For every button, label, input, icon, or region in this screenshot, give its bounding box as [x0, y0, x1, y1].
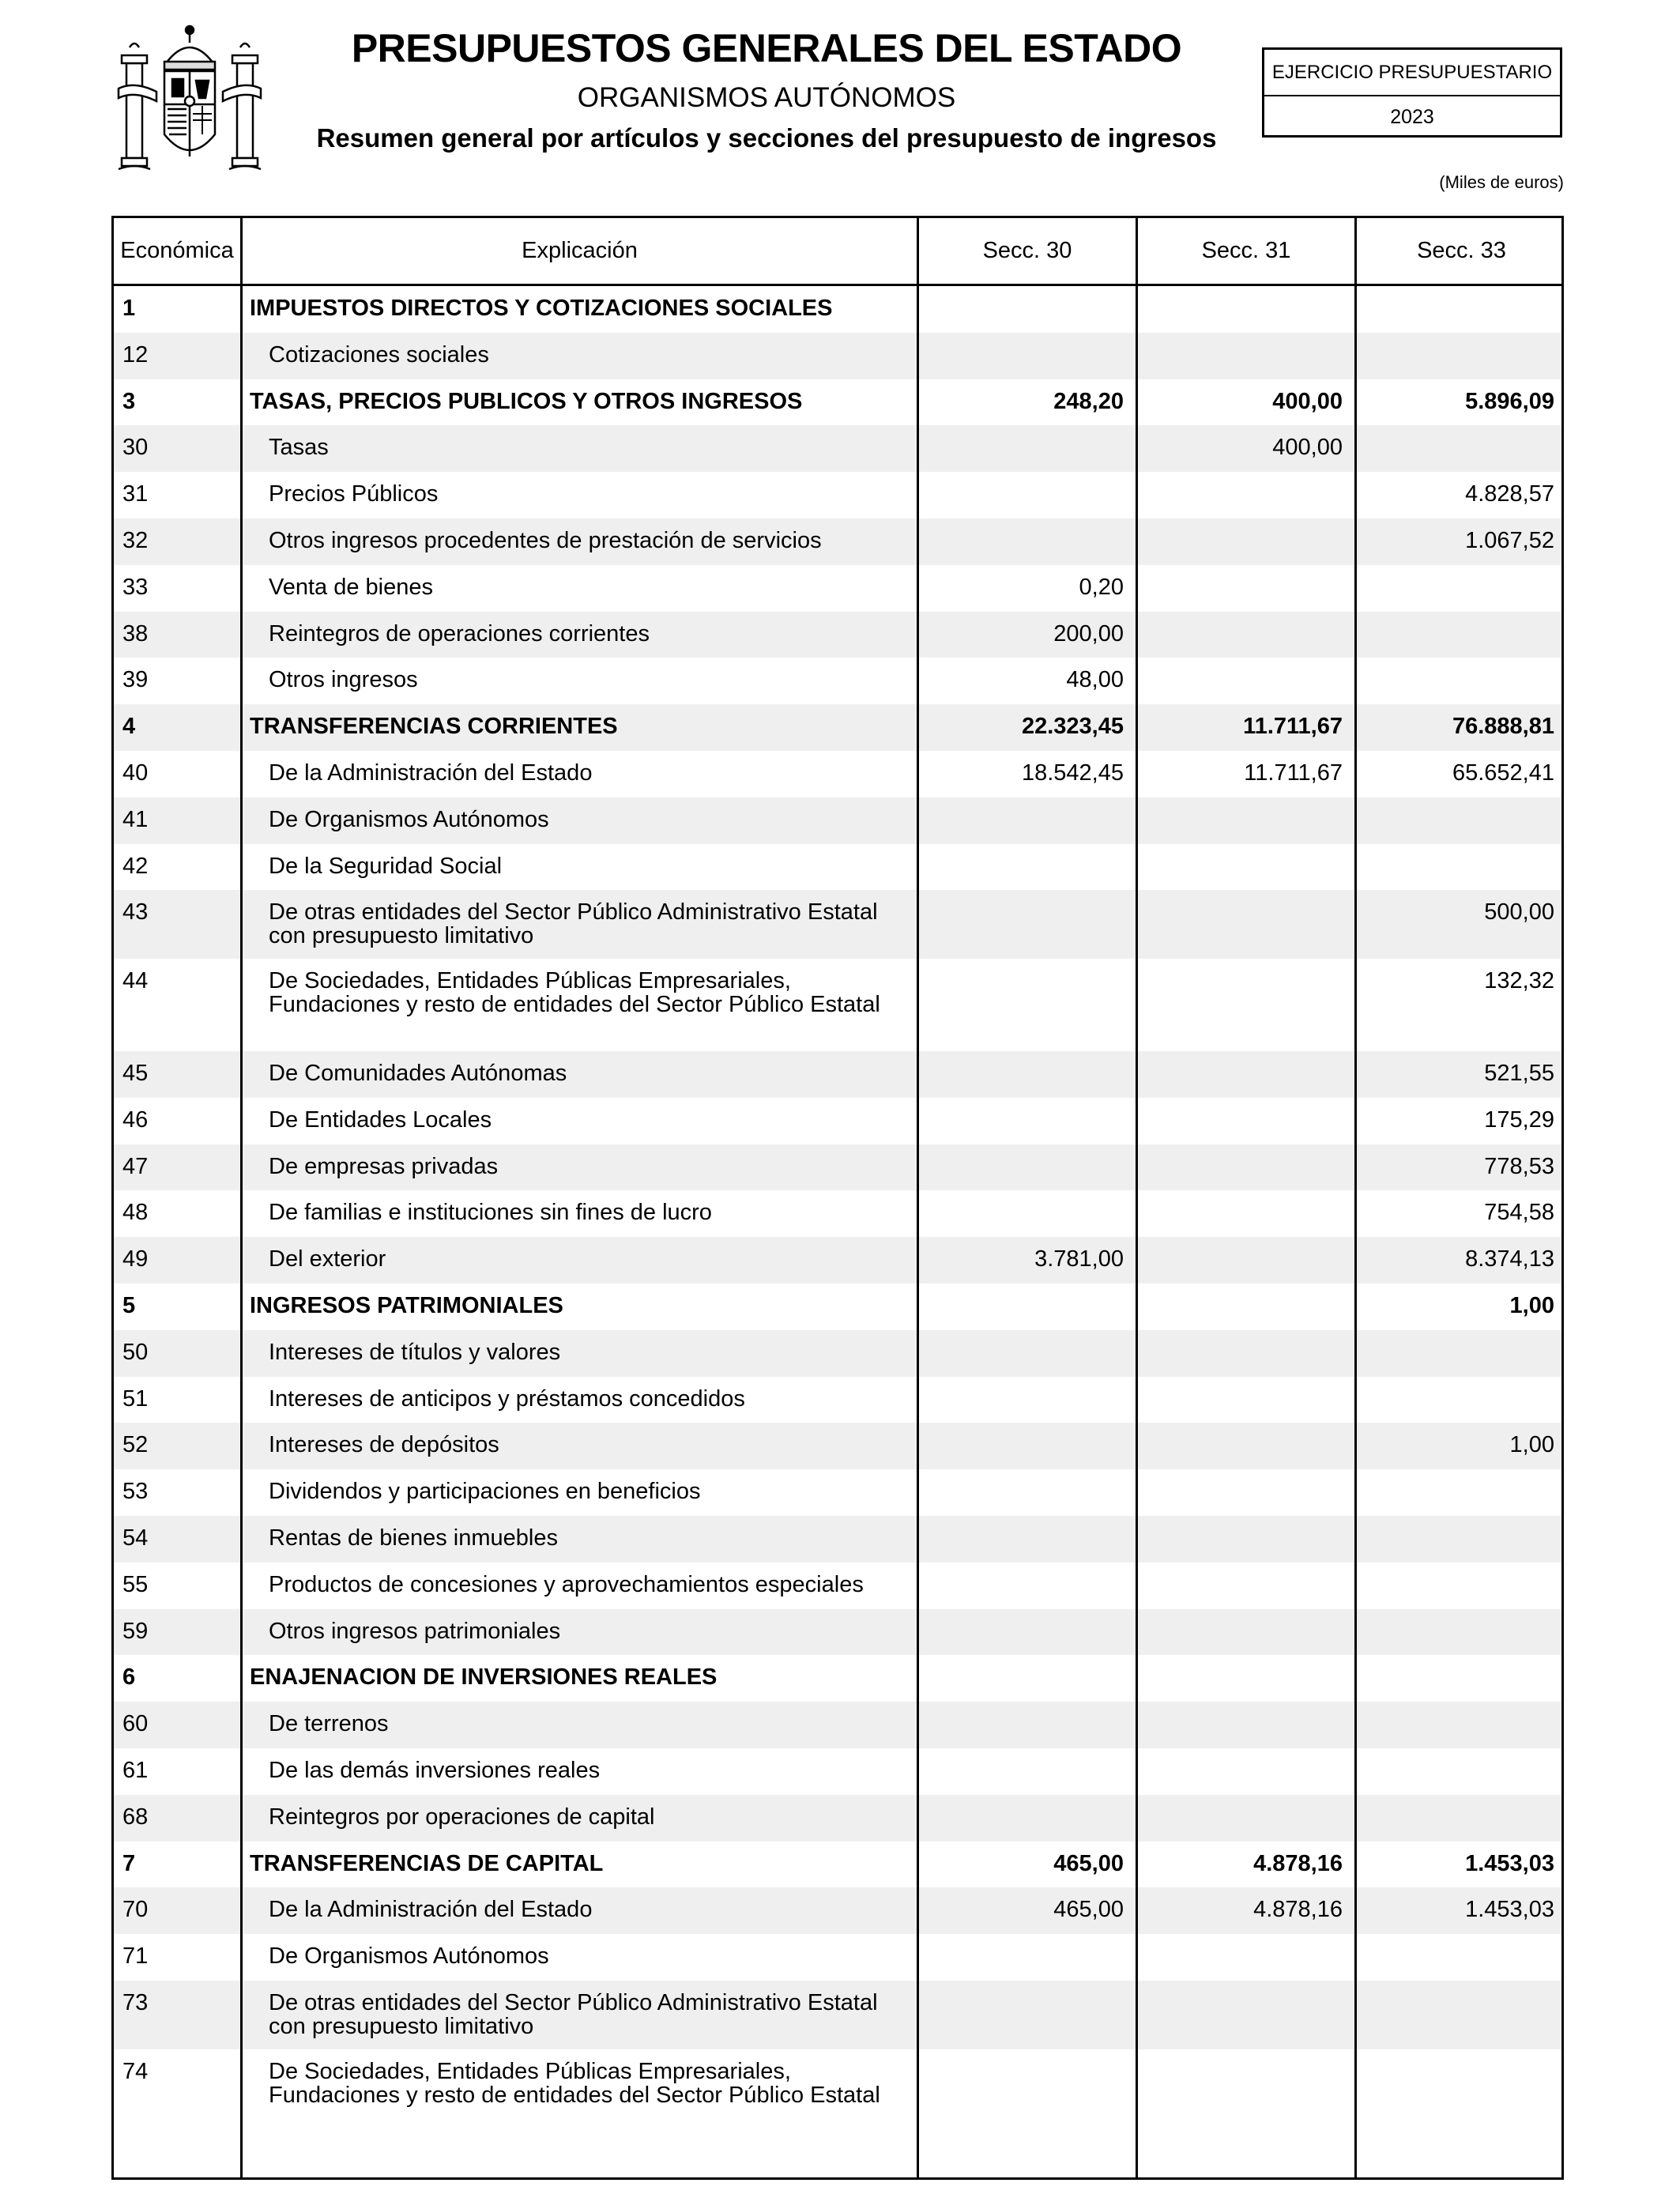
row-value-secc-30: 465,00 — [1053, 1897, 1124, 1923]
row-description: De Sociedades, Entidades Públicas Empresariales, Fundaciones y resto de entidades del Sector Público Estatal — [269, 2058, 880, 2108]
row-description: De las demás inversiones reales — [269, 1758, 601, 1783]
row-value-secc-33 — [1357, 1795, 1554, 1805]
table-row — [114, 425, 1561, 472]
row-description: TASAS, PRECIOS PUBLICOS Y OTROS INGRESOS — [250, 388, 803, 414]
row-value-secc-30 — [919, 1934, 1124, 1944]
row-value-secc-33 — [1357, 425, 1554, 435]
row-value-secc-31: 11.711,67 — [1243, 714, 1343, 740]
row-value-secc-33: 1,00 — [1509, 1432, 1554, 1458]
exercise-box — [1262, 47, 1562, 138]
row-value-secc-30 — [919, 1981, 1124, 1991]
row-code: 71 — [122, 1943, 149, 1970]
row-value-secc-31 — [1138, 1981, 1343, 1991]
table-row — [114, 472, 1561, 518]
row-code: 32 — [122, 528, 149, 553]
row-code: 42 — [122, 853, 149, 879]
row-description: De Sociedades, Entidades Públicas Empresariales, Fundaciones y resto de entidades del Sector Público Estatal — [269, 968, 880, 1018]
row-code: 7 — [122, 1850, 136, 1876]
row-value-secc-33: 76.888,81 — [1452, 714, 1554, 740]
row-value-secc-31 — [1138, 1795, 1343, 1805]
table-row — [114, 1842, 1561, 1888]
budget-table — [111, 216, 1564, 2180]
row-value-secc-30 — [919, 2049, 1124, 2060]
row-value-secc-31 — [1138, 565, 1343, 575]
row-code: 55 — [122, 1571, 149, 1597]
row-code: 53 — [122, 1479, 149, 1505]
row-value-secc-33: 754,58 — [1484, 1200, 1554, 1226]
row-description: TRANSFERENCIAS CORRIENTES — [250, 714, 618, 740]
row-value-secc-31 — [1138, 286, 1343, 296]
table-row — [114, 1609, 1561, 1656]
row-value-secc-33 — [1357, 1330, 1554, 1340]
row-value-secc-31 — [1138, 1144, 1343, 1155]
row-value-secc-30 — [919, 797, 1124, 808]
row-value-secc-31 — [1138, 844, 1343, 854]
row-code: 50 — [122, 1339, 149, 1365]
column-divider — [1136, 218, 1138, 2177]
row-code: 52 — [122, 1432, 149, 1458]
row-value-secc-30: 200,00 — [1053, 620, 1124, 647]
row-description: De Organismos Autónomos — [269, 806, 549, 832]
row-value-secc-30: 18.542,45 — [1021, 760, 1124, 786]
row-description: De la Administración del Estado — [269, 1897, 593, 1923]
row-value-secc-30 — [919, 1144, 1124, 1155]
row-value-secc-31 — [1138, 658, 1343, 668]
row-value-secc-33 — [1357, 1469, 1554, 1480]
row-value-secc-33 — [1357, 797, 1554, 808]
row-description: IMPUESTOS DIRECTOS Y COTIZACIONES SOCIALES — [250, 296, 833, 321]
row-code: 38 — [122, 620, 149, 647]
table-row — [114, 797, 1561, 844]
row-value-secc-30 — [919, 472, 1124, 482]
row-value-secc-30 — [919, 333, 1124, 343]
row-value-secc-31 — [1138, 1330, 1343, 1340]
table-row — [114, 1748, 1561, 1795]
row-value-secc-30: 48,00 — [1066, 667, 1124, 693]
row-description: Otros ingresos procedentes de prestación de servicios — [269, 528, 822, 553]
table-row — [114, 1190, 1561, 1237]
row-code: 54 — [122, 1525, 149, 1551]
row-code: 43 — [122, 899, 149, 925]
row-value-secc-30 — [919, 286, 1124, 296]
row-code: 61 — [122, 1758, 149, 1783]
row-value-secc-30 — [919, 1098, 1124, 1108]
row-value-secc-33 — [1357, 1702, 1554, 1712]
table-row — [114, 1702, 1561, 1748]
row-description: De empresas privadas — [269, 1153, 499, 1179]
table-row — [114, 1563, 1561, 1609]
row-value-secc-30 — [919, 1377, 1124, 1387]
page-subtitle: ORGANISMOS AUTÓNOMOS — [577, 82, 956, 113]
row-value-secc-30 — [919, 518, 1124, 529]
table-row — [114, 1516, 1561, 1563]
exercise-year: 2023 — [1390, 106, 1434, 128]
row-value-secc-31 — [1138, 333, 1343, 343]
table-row — [114, 751, 1561, 797]
table-header-row — [114, 218, 1561, 286]
row-code: 73 — [122, 1990, 149, 2015]
row-description: De otras entidades del Sector Público Administrativo Estatal con presupuesto limitativo — [269, 1990, 878, 2039]
row-description: De Organismos Autónomos — [269, 1943, 549, 1970]
row-value-secc-33 — [1357, 1377, 1554, 1387]
row-code: 3 — [122, 388, 136, 414]
row-value-secc-31 — [1138, 959, 1343, 969]
row-code: 4 — [122, 714, 136, 740]
row-value-secc-31 — [1138, 1516, 1343, 1526]
row-description: Precios Públicos — [269, 481, 439, 507]
row-description: De terrenos — [269, 1711, 389, 1737]
row-value-secc-30 — [919, 890, 1124, 900]
row-code: 12 — [122, 341, 149, 368]
row-value-secc-31 — [1138, 1934, 1343, 1944]
row-description: De la Seguridad Social — [269, 853, 503, 879]
row-value-secc-31: 400,00 — [1272, 435, 1343, 461]
row-value-secc-30: 22.323,45 — [1021, 714, 1124, 740]
row-value-secc-33 — [1357, 844, 1554, 854]
row-code: 6 — [122, 1664, 136, 1691]
header-secc-30: Secc. 30 — [982, 238, 1072, 263]
row-value-secc-31: 11.711,67 — [1244, 760, 1343, 786]
row-value-secc-33: 521,55 — [1484, 1061, 1554, 1086]
row-value-secc-31: 400,00 — [1272, 388, 1343, 414]
row-description: Intereses de anticipos y préstamos concedidos — [269, 1385, 745, 1412]
row-value-secc-33: 132,32 — [1484, 968, 1554, 994]
row-description: Otros ingresos — [269, 667, 418, 693]
row-value-secc-33: 4.828,57 — [1465, 481, 1554, 507]
row-value-secc-33: 1.453,03 — [1465, 1850, 1554, 1876]
row-code: 59 — [122, 1618, 149, 1644]
row-code: 49 — [122, 1246, 149, 1272]
row-value-secc-30 — [919, 959, 1124, 969]
row-value-secc-31 — [1138, 1284, 1343, 1294]
table-row — [114, 1795, 1561, 1842]
header-secc-33: Secc. 33 — [1417, 238, 1506, 263]
column-divider — [1354, 218, 1357, 2177]
row-value-secc-33 — [1357, 612, 1554, 622]
row-value-secc-31 — [1138, 612, 1343, 622]
table-row — [114, 1330, 1561, 1377]
row-value-secc-30 — [919, 1702, 1124, 1712]
table-row — [114, 1887, 1561, 1934]
row-value-secc-30 — [919, 1469, 1124, 1480]
table-row — [114, 612, 1561, 658]
row-value-secc-31 — [1138, 1563, 1343, 1573]
row-value-secc-33 — [1357, 333, 1554, 343]
row-description: TRANSFERENCIAS DE CAPITAL — [250, 1850, 604, 1876]
table-row — [114, 1981, 1561, 2049]
row-value-secc-33 — [1357, 2049, 1554, 2060]
row-description: Venta de bienes — [269, 574, 434, 600]
row-code: 48 — [122, 1200, 149, 1226]
table-row — [114, 1934, 1561, 1981]
row-description: Rentas de bienes inmuebles — [269, 1525, 558, 1551]
row-value-secc-33: 1.453,03 — [1465, 1897, 1554, 1923]
row-code: 45 — [122, 1061, 149, 1086]
row-code: 1 — [122, 296, 136, 321]
row-value-secc-30: 248,20 — [1053, 388, 1124, 414]
column-divider — [917, 218, 919, 2177]
row-value-secc-33 — [1357, 1563, 1554, 1573]
table-row — [114, 1144, 1561, 1191]
row-value-secc-33: 500,00 — [1484, 899, 1554, 925]
row-code: 31 — [122, 481, 149, 507]
header-secc-31: Secc. 31 — [1201, 238, 1291, 263]
row-value-secc-31 — [1138, 1190, 1343, 1201]
table-row — [114, 1284, 1561, 1330]
row-description: Otros ingresos patrimoniales — [269, 1618, 561, 1644]
table-row — [114, 1051, 1561, 1098]
row-value-secc-31 — [1138, 1609, 1343, 1619]
row-value-secc-31 — [1138, 797, 1343, 808]
row-description: Dividendos y participaciones en beneficios — [269, 1479, 701, 1505]
row-value-secc-31 — [1138, 1655, 1343, 1665]
exercise-label: EJERCICIO PRESUPUESTARIO — [1264, 50, 1560, 96]
table-row — [114, 333, 1561, 379]
row-value-secc-33 — [1357, 1609, 1554, 1619]
header-economica: Económica — [120, 238, 234, 263]
table-row — [114, 890, 1561, 959]
table-row — [114, 704, 1561, 751]
row-value-secc-33 — [1357, 1655, 1554, 1665]
row-value-secc-33 — [1357, 658, 1554, 668]
row-value-secc-31: 4.878,16 — [1253, 1897, 1343, 1923]
row-code: 51 — [122, 1385, 149, 1412]
spain-coat-of-arms-icon — [111, 16, 269, 174]
table-row — [114, 1237, 1561, 1284]
row-value-secc-31 — [1138, 1051, 1343, 1061]
table-row — [114, 379, 1561, 426]
row-value-secc-31 — [1138, 518, 1343, 529]
row-code: 74 — [122, 2058, 149, 2084]
table-row — [114, 286, 1561, 333]
page-title: PRESUPUESTOS GENERALES DEL ESTADO — [351, 26, 1182, 70]
row-value-secc-31 — [1138, 1748, 1343, 1759]
row-code: 30 — [122, 435, 149, 461]
row-value-secc-30 — [919, 425, 1124, 435]
row-value-secc-33: 1.067,52 — [1465, 528, 1554, 553]
header-explicacion: Explicación — [522, 238, 638, 263]
row-description: Tasas — [269, 435, 329, 461]
row-description: De la Administración del Estado — [269, 760, 593, 786]
row-value-secc-33: 8.374,13 — [1465, 1246, 1554, 1272]
row-description: ENAJENACION DE INVERSIONES REALES — [250, 1664, 718, 1691]
row-value-secc-33: 5.896,09 — [1465, 388, 1554, 414]
row-description: Cotizaciones sociales — [269, 341, 489, 368]
row-description: Intereses de depósitos — [269, 1432, 499, 1458]
row-description: De otras entidades del Sector Público Administrativo Estatal con presupuesto limitativo — [269, 899, 878, 949]
table-row — [114, 658, 1561, 704]
row-value-secc-33: 175,29 — [1484, 1106, 1554, 1133]
row-value-secc-33 — [1357, 1748, 1554, 1759]
row-code: 33 — [122, 574, 149, 600]
row-code: 41 — [122, 806, 149, 832]
row-value-secc-31: 4.878,16 — [1253, 1850, 1343, 1876]
row-value-secc-33: 778,53 — [1484, 1153, 1554, 1179]
row-value-secc-31 — [1138, 1377, 1343, 1387]
row-value-secc-30 — [919, 1748, 1124, 1759]
row-value-secc-33 — [1357, 286, 1554, 296]
row-description: Del exterior — [269, 1246, 386, 1272]
row-value-secc-30 — [919, 1655, 1124, 1665]
row-value-secc-31 — [1138, 1469, 1343, 1480]
row-value-secc-31 — [1138, 1098, 1343, 1108]
row-value-secc-31 — [1138, 1423, 1343, 1433]
table-row — [114, 959, 1561, 1051]
row-value-secc-31 — [1138, 472, 1343, 482]
row-value-secc-31 — [1138, 1237, 1343, 1247]
row-value-secc-30 — [919, 1609, 1124, 1619]
table-row — [114, 518, 1561, 565]
table-row — [114, 1377, 1561, 1423]
row-value-secc-30 — [919, 1284, 1124, 1294]
table-row — [114, 1469, 1561, 1516]
row-value-secc-30: 0,20 — [1079, 574, 1124, 600]
row-value-secc-33 — [1357, 1516, 1554, 1526]
row-description: Productos de concesiones y aprovechamientos especiales — [269, 1571, 864, 1597]
row-description: Intereses de títulos y valores — [269, 1339, 561, 1365]
row-value-secc-31 — [1138, 1702, 1343, 1712]
row-value-secc-30 — [919, 1423, 1124, 1433]
row-code: 60 — [122, 1711, 149, 1737]
table-row — [114, 1423, 1561, 1469]
row-value-secc-33: 65.652,41 — [1452, 760, 1554, 786]
row-value-secc-33 — [1357, 1981, 1554, 1991]
row-value-secc-30 — [919, 844, 1124, 854]
row-value-secc-33 — [1357, 565, 1554, 575]
row-value-secc-33: 1,00 — [1509, 1293, 1554, 1318]
page-description: Resumen general por artículos y secciones del presupuesto de ingresos — [316, 123, 1217, 153]
row-code: 39 — [122, 667, 149, 693]
row-code: 40 — [122, 760, 149, 786]
table-row — [114, 2049, 1561, 2142]
row-value-secc-30 — [919, 1190, 1124, 1201]
row-value-secc-30: 3.781,00 — [1034, 1246, 1124, 1272]
row-value-secc-30 — [919, 1516, 1124, 1526]
row-code: 46 — [122, 1106, 149, 1133]
row-code: 70 — [122, 1897, 149, 1923]
row-value-secc-30 — [919, 1330, 1124, 1340]
row-value-secc-33 — [1357, 1934, 1554, 1944]
row-value-secc-31 — [1138, 2049, 1343, 2060]
row-description: Reintegros de operaciones corrientes — [269, 620, 650, 647]
table-row — [114, 565, 1561, 612]
row-value-secc-31 — [1138, 890, 1343, 900]
row-code: 47 — [122, 1153, 149, 1179]
row-value-secc-30: 465,00 — [1053, 1850, 1124, 1876]
units-note: (Miles de euros) — [1439, 172, 1564, 192]
row-code: 44 — [122, 968, 149, 994]
row-description: De familias e instituciones sin fines de lucro — [269, 1200, 712, 1226]
table-row — [114, 844, 1561, 891]
row-value-secc-30 — [919, 1051, 1124, 1061]
row-code: 68 — [122, 1804, 149, 1830]
row-value-secc-30 — [919, 1795, 1124, 1805]
table-row — [114, 1098, 1561, 1144]
column-divider — [240, 218, 243, 2177]
row-description: De Entidades Locales — [269, 1106, 492, 1133]
table-row — [114, 1655, 1561, 1702]
row-description: De Comunidades Autónomas — [269, 1061, 567, 1086]
row-description: Reintegros por operaciones de capital — [269, 1804, 655, 1830]
row-description: INGRESOS PATRIMONIALES — [250, 1293, 563, 1318]
row-code: 5 — [122, 1293, 136, 1318]
row-value-secc-30 — [919, 1563, 1124, 1573]
